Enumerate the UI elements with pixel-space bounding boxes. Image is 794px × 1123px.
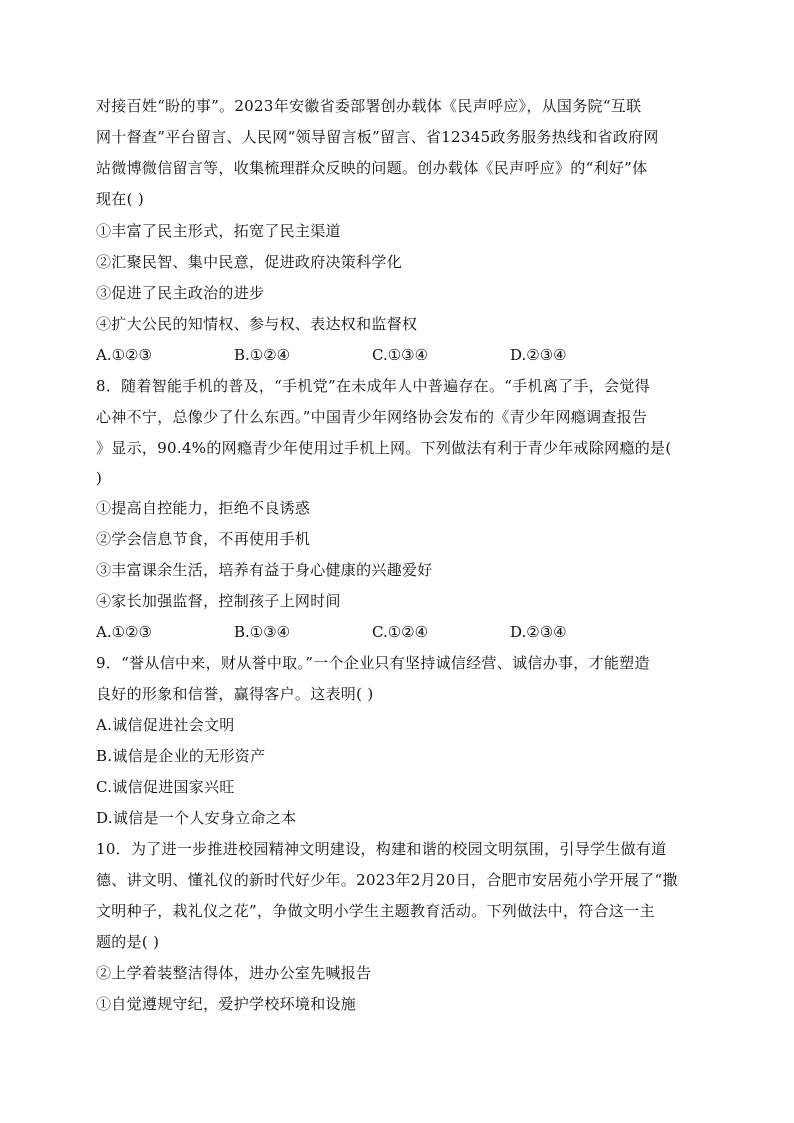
q8-item: ④家长加强监督，控制孩子上网时间	[96, 592, 341, 610]
q10-stem-line: 10．为了进一步推进校园精神文明建设，构建和谐的校园文明氛围，引导学生做有道	[96, 840, 667, 858]
q9-choice-c: C.诚信促进国家兴旺	[96, 778, 235, 796]
q7-option-a: A.①②③	[96, 346, 152, 364]
q8-option-a: A.①②③	[96, 623, 152, 641]
q8-item: ①提高自控能力，拒绝不良诱惑	[96, 499, 311, 517]
q8-option-c: C.①②④	[372, 623, 429, 641]
q7-item: ③促进了民主政治的进步	[96, 284, 265, 302]
q10-item: ②上学着装整洁得体，进办公室先喊报告	[96, 964, 372, 982]
q8-stem-line: 8．随着智能手机的普及，“手机党”在未成年人中普遍存在。“手机离了手，会觉得	[96, 377, 650, 395]
q9-stem-line: 9．“誉从信中来，财从誉中取。”一个企业只有坚持诚信经营、诚信办事，才能塑造	[96, 654, 650, 672]
q8-option-d: D.②③④	[510, 623, 567, 641]
q7-stem-line: 网十督查”平台留言、人民网“领导留言板”留言、省12345政务服务热线和省政府网	[96, 128, 659, 146]
q8-stem-line: 》显示，90.4%的网瘾青少年使用过手机上网。下列做法有利于青少年戒除网瘾的是(	[96, 439, 672, 457]
q7-stem-line: 对接百姓“盼的事”。2023年安徽省委部署创办载体《民声呼应》，从国务院“互联	[96, 97, 642, 115]
q7-item: ②汇聚民智、集中民意，促进政府决策科学化	[96, 253, 403, 271]
q8-item: ③丰富课余生活，培养有益于身心健康的兴趣爱好	[96, 561, 433, 579]
q10-stem-line: 德、讲文明、懂礼仪的新时代好少年。2023年2月20日，合肥市安居苑小学开展了“撒	[96, 871, 678, 889]
q10-stem-line: 文明种子，栽礼仪之花”，争做文明小学生主题教育活动。下列做法中，符合这一主	[96, 902, 655, 920]
q10-stem-line: 题的是( )	[96, 933, 160, 951]
q7-option-b: B.①②④	[234, 346, 291, 364]
q7-option-d: D.②③④	[510, 346, 567, 364]
q8-option-b: B.①③④	[234, 623, 291, 641]
q9-choice-a: A.诚信促进社会文明	[96, 716, 235, 734]
q7-item: ①丰富了民主形式，拓宽了民主渠道	[96, 222, 341, 240]
q8-item: ②学会信息节食，不再使用手机	[96, 530, 311, 548]
q8-stem-line: 心神不宁，总像少了什么东西。”中国青少年网络协会发布的《青少年网瘾调查报告	[96, 408, 648, 426]
q9-choice-b: B.诚信是企业的无形资产	[96, 747, 266, 765]
q10-item: ①自觉遵规守纪，爱护学校环境和设施	[96, 995, 357, 1013]
q8-stem-line: )	[96, 469, 103, 487]
q9-choice-d: D.诚信是一个人安身立命之本	[96, 809, 297, 827]
q7-option-c: C.①③④	[372, 346, 429, 364]
q9-stem-line: 良好的形象和信誉，赢得客户。这表明( )	[96, 685, 374, 703]
q7-stem-line: 站微博微信留言等，收集梳理群众反映的问题。创办载体《民声呼应》的“利好”体	[96, 159, 648, 177]
q7-stem-line: 现在( )	[96, 190, 144, 208]
q7-item: ④扩大公民的知情权、参与权、表达权和监督权	[96, 315, 418, 333]
